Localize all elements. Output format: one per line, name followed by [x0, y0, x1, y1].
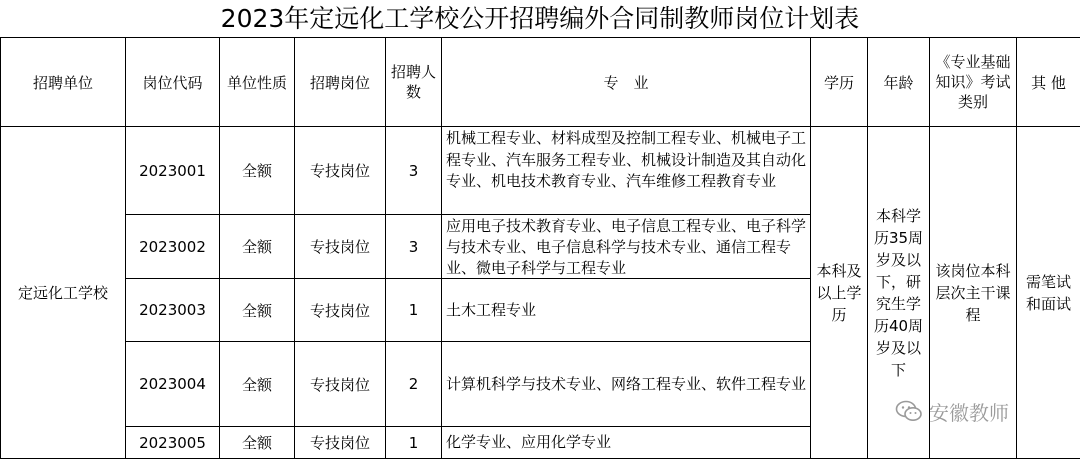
header-row	[1, 38, 1080, 127]
post-cell: 专技岗位	[295, 427, 386, 459]
header-code: 岗位代码	[126, 38, 220, 127]
major-cell	[442, 215, 811, 279]
nature-cell: 全额	[220, 279, 295, 342]
nature-cell: 全额	[220, 127, 295, 215]
major-text: 机械工程专业、材料成型及控制工程专业、机械电子工程专业、汽车服务工程专业、机械设计制造及其自动化专业、机电技术教育专业、汽车维修工程教育专业	[446, 128, 806, 214]
exam-type-cell: 该岗位本科层次主干课程	[930, 127, 1017, 459]
header-exam: 《专业基础知识》考试类别	[930, 38, 1017, 127]
count-cell: 2	[386, 342, 442, 427]
post-cell: 专技岗位	[295, 215, 386, 279]
header-age: 年龄	[868, 38, 930, 127]
nature-cell: 全额	[220, 215, 295, 279]
header-nature: 单位性质	[220, 38, 295, 127]
education-cell: 本科及以上学历	[811, 127, 868, 459]
count-cell: 1	[386, 427, 442, 459]
watermark	[895, 396, 1009, 426]
header-major: 专 业	[442, 38, 811, 127]
wechat-icon	[895, 399, 923, 423]
major-cell: 化学专业、应用化学专业	[442, 427, 811, 459]
watermark-text: 安徽教师	[929, 397, 1009, 426]
code-cell: 2023004	[126, 342, 220, 427]
nature-cell: 全额	[220, 427, 295, 459]
post-cell: 专技岗位	[295, 342, 386, 427]
code-cell: 2023003	[126, 279, 220, 342]
code-cell: 2023005	[126, 427, 220, 459]
header-unit: 招聘单位	[1, 38, 126, 127]
other-cell: 需笔试和面试	[1017, 127, 1080, 459]
age-cell: 本科学历35周岁及以下，研究生学历40周岁及以下	[868, 127, 930, 459]
header-post: 招聘岗位	[295, 38, 386, 127]
header-other: 其 他	[1017, 38, 1080, 127]
major-cell	[442, 127, 811, 215]
header-count: 招聘人数	[386, 38, 442, 127]
code-cell: 2023002	[126, 215, 220, 279]
post-cell: 专技岗位	[295, 127, 386, 215]
major-cell: 计算机科学与技术专业、网络工程专业、软件工程专业	[442, 342, 811, 427]
table-row	[1, 127, 1080, 215]
major-cell: 土木工程专业	[442, 279, 811, 342]
header-edu: 学历	[811, 38, 868, 127]
major-text: 应用电子技术教育专业、电子信息工程专业、电子科学与技术专业、电子信息科学与技术专业、通信工程专业、微电子科学与工程专业	[446, 216, 806, 278]
count-cell: 3	[386, 127, 442, 215]
count-cell: 3	[386, 215, 442, 279]
page-title: 2023年定远化工学校公开招聘编外合同制教师岗位计划表	[0, 0, 1080, 38]
nature-cell: 全额	[220, 342, 295, 427]
post-cell: 专技岗位	[295, 279, 386, 342]
count-cell: 1	[386, 279, 442, 342]
unit-name-cell: 定远化工学校	[1, 127, 126, 459]
code-cell: 2023001	[126, 127, 220, 215]
